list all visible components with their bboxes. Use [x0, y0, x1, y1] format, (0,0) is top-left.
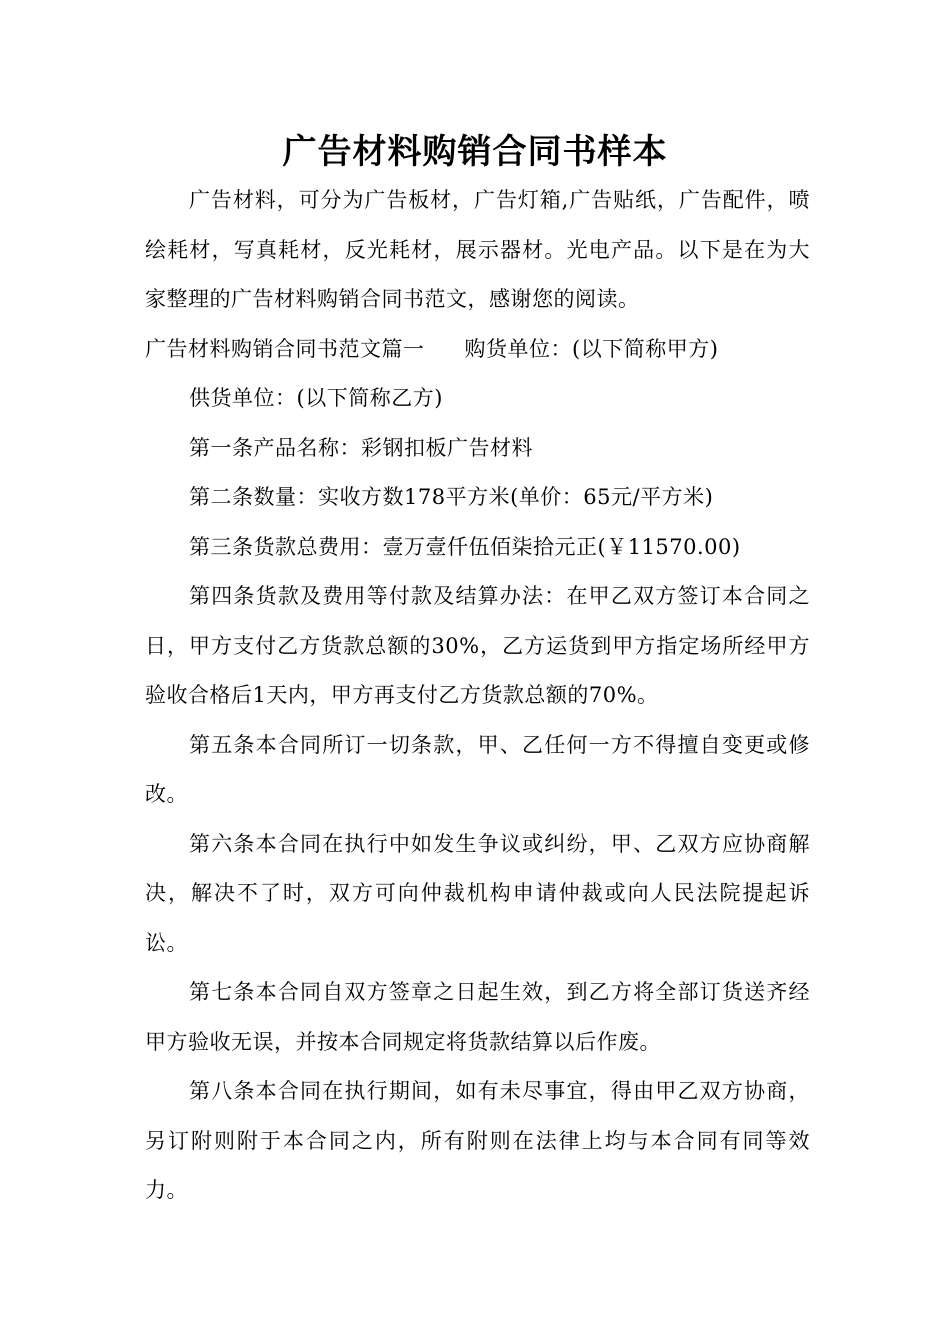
clause-5: 第五条本合同所订一切条款，甲、乙任何一方不得擅自变更或修改。	[145, 732, 810, 806]
clause-4: 第四条货款及费用等付款及结算办法：在甲乙双方签订本合同之日，甲方支付乙方货款总额的30%，乙方运货到甲方指定场所经甲方验收合格后1天内，甲方再支付乙方货款总额的70%。	[145, 584, 810, 707]
clause-2: 第二条数量：实收方数178平方米(单价：65元/平方米)	[189, 485, 714, 509]
clause-8: 第八条本合同在执行期间，如有未尽事宜，得由甲乙双方协商，另订附则附于本合同之内，所有附则在法律上均与本合同有同等效力。	[145, 1079, 810, 1202]
clause-7: 第七条本合同自双方签章之日起生效，到乙方将全部订货送齐经甲方验收无误，并按本合同规定将货款结算以后作废。	[145, 980, 810, 1054]
intro-paragraph: 广告材料，可分为广告板材，广告灯箱,广告贴纸，广告配件，喷绘耗材，写真耗材，反光耗材，展示器材。光电产品。以下是在为大家整理的广告材料购销合同书范文，感谢您的阅读。	[145, 188, 810, 311]
section-heading-line	[145, 325, 810, 375]
buyer-line: 购货单位：(以下简称甲方)	[464, 336, 719, 361]
section-heading: 广告材料购销合同书范文篇一	[145, 336, 425, 361]
document-body	[145, 176, 810, 1216]
document-title: 广告材料购销合同书样本	[282, 132, 668, 172]
clause-1: 第一条产品名称：彩钢扣板广告材料	[189, 435, 533, 460]
clause-6: 第六条本合同在执行中如发生争议或纠纷，甲、乙双方应协商解决，解决不了时，双方可向仲裁机构申请仲裁或向人民法院提起诉讼。	[145, 831, 810, 955]
seller-line: 供货单位：(以下简称乙方)	[189, 386, 443, 410]
clause-3: 第三条货款总费用：壹万壹仟伍佰柒拾元正(￥11570.00)	[189, 534, 741, 559]
